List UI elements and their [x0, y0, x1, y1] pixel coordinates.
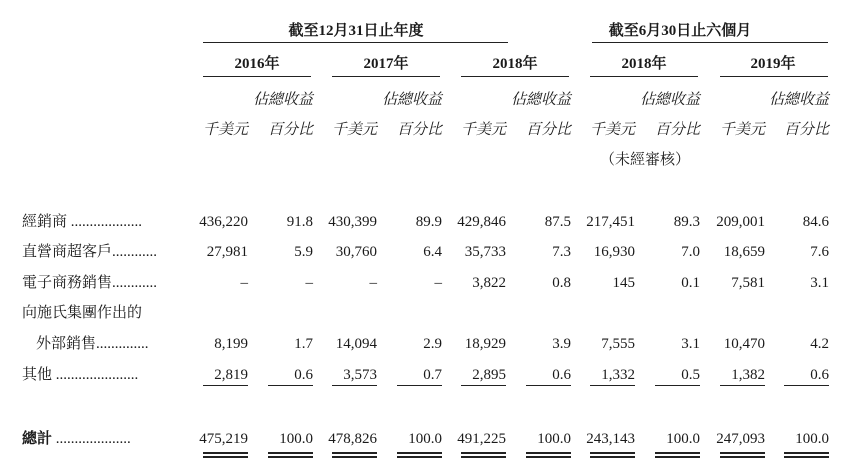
- year-rule-1: [203, 76, 311, 77]
- cell-value: 30,760: [335, 244, 377, 260]
- total-value: 100.0: [408, 431, 442, 447]
- subtotal-rule: [461, 385, 506, 386]
- total-value: 247,093: [716, 431, 765, 447]
- cell-value: –: [240, 275, 248, 291]
- cell-value: 35,733: [464, 244, 506, 260]
- cell-value: –: [369, 275, 377, 291]
- cell-value: 89.9: [415, 214, 442, 230]
- year-header-5: 2019年: [750, 56, 796, 72]
- cell-value: 18,659: [723, 244, 765, 260]
- year-header-2: 2017年: [363, 56, 409, 72]
- total-double-rule: [397, 452, 442, 458]
- pct-header-4: 百分比: [654, 122, 700, 138]
- cell-value: 1,332: [601, 367, 635, 383]
- cell-value: 2,819: [214, 367, 248, 383]
- total-double-rule: [526, 452, 571, 458]
- total-value: 100.0: [795, 431, 829, 447]
- unit-header-1: 千美元: [202, 122, 248, 138]
- year-rule-2: [332, 76, 440, 77]
- cell-value: 18,929: [464, 336, 506, 352]
- total-label: 總計 ....................: [22, 431, 131, 447]
- total-value: 475,219: [199, 431, 248, 447]
- year-header-4: 2018年: [621, 56, 667, 72]
- unaudited-note: （未經審核）: [599, 152, 691, 168]
- year-rule-5: [720, 76, 828, 77]
- total-double-rule: [461, 452, 506, 458]
- year-rule-3: [461, 76, 569, 77]
- cell-value: 0.8: [552, 275, 571, 291]
- cell-value: 1.7: [294, 336, 313, 352]
- subtotal-rule: [332, 385, 377, 386]
- pct-header-top-4: 佔總收益: [639, 92, 700, 108]
- cell-value: 7.3: [552, 244, 571, 260]
- cell-value: 0.5: [681, 367, 700, 383]
- cell-value: 7,555: [601, 336, 635, 352]
- pct-header-top-2: 佔總收益: [381, 92, 442, 108]
- total-double-rule: [590, 452, 635, 458]
- pct-header-top-1: 佔總收益: [252, 92, 313, 108]
- pct-header-5: 百分比: [783, 122, 829, 138]
- subtotal-rule: [655, 385, 700, 386]
- total-value: 100.0: [537, 431, 571, 447]
- cell-value: 84.6: [802, 214, 829, 230]
- total-value: 100.0: [666, 431, 700, 447]
- cell-value: 3,822: [472, 275, 506, 291]
- cell-value: 3.1: [681, 336, 700, 352]
- cell-value: 2.9: [423, 336, 442, 352]
- total-double-rule: [720, 452, 765, 458]
- total-double-rule: [203, 452, 248, 458]
- cell-value: –: [434, 275, 442, 291]
- pct-header-2: 百分比: [396, 122, 442, 138]
- total-value: 243,143: [586, 431, 635, 447]
- pct-header-1: 百分比: [267, 122, 313, 138]
- cell-value: 6.4: [423, 244, 442, 260]
- cell-value: 217,451: [586, 214, 635, 230]
- cell-value: 16,930: [593, 244, 635, 260]
- total-value: 100.0: [279, 431, 313, 447]
- cell-value: 3.9: [552, 336, 571, 352]
- total-double-rule: [784, 452, 829, 458]
- cell-value: 14,094: [335, 336, 377, 352]
- year-rule-4: [590, 76, 698, 77]
- cell-value: 10,470: [723, 336, 765, 352]
- subtotal-rule: [203, 385, 248, 386]
- cell-value: 89.3: [673, 214, 700, 230]
- cell-value: 145: [612, 275, 635, 291]
- cell-value: 436,220: [199, 214, 248, 230]
- unit-header-4: 千美元: [589, 122, 635, 138]
- cell-value: 1,382: [731, 367, 765, 383]
- cell-value: 430,399: [328, 214, 377, 230]
- row-label: 經銷商 ...................: [22, 214, 143, 230]
- pct-header-top-3: 佔總收益: [510, 92, 571, 108]
- total-double-rule: [268, 452, 313, 458]
- row-label: 外部銷售..............: [36, 336, 149, 352]
- subtotal-rule: [397, 385, 442, 386]
- cell-value: 0.7: [423, 367, 442, 383]
- unit-header-2: 千美元: [331, 122, 377, 138]
- cell-value: 91.8: [286, 214, 313, 230]
- pct-header-top-5: 佔總收益: [768, 92, 829, 108]
- year-header-1: 2016年: [234, 56, 280, 72]
- subtotal-rule: [590, 385, 635, 386]
- cell-value: 7,581: [731, 275, 765, 291]
- cell-value: –: [305, 275, 313, 291]
- unit-header-5: 千美元: [719, 122, 765, 138]
- subtotal-rule: [784, 385, 829, 386]
- row-label: 電子商務銷售............: [22, 275, 158, 291]
- year-header-3: 2018年: [492, 56, 538, 72]
- cell-value: 0.6: [810, 367, 829, 383]
- row-label: 其他 ......................: [22, 367, 139, 383]
- cell-value: 3,573: [343, 367, 377, 383]
- group-header-half: 截至6月30日止六個月: [608, 23, 752, 39]
- cell-value: 209,001: [716, 214, 765, 230]
- group-header-year: 截至12月31日止年度: [288, 23, 424, 39]
- cell-value: 0.6: [294, 367, 313, 383]
- cell-value: 7.0: [681, 244, 700, 260]
- total-double-rule: [655, 452, 700, 458]
- cell-value: 5.9: [294, 244, 313, 260]
- cell-value: 2,895: [472, 367, 506, 383]
- cell-value: 0.1: [681, 275, 700, 291]
- cell-value: 87.5: [544, 214, 571, 230]
- unit-header-3: 千美元: [460, 122, 506, 138]
- pct-header-3: 百分比: [525, 122, 571, 138]
- cell-value: 3.1: [810, 275, 829, 291]
- cell-value: 27,981: [206, 244, 248, 260]
- total-value: 478,826: [328, 431, 377, 447]
- cell-value: 4.2: [810, 336, 829, 352]
- cell-value: 0.6: [552, 367, 571, 383]
- total-value: 491,225: [457, 431, 506, 447]
- subtotal-rule: [526, 385, 571, 386]
- group-rule-year: [203, 42, 508, 43]
- cell-value: 7.6: [810, 244, 829, 260]
- cell-value: 8,199: [214, 336, 248, 352]
- cell-value: 429,846: [457, 214, 506, 230]
- row-label: 直營商超客戶............: [22, 244, 158, 260]
- group-rule-half: [592, 42, 828, 43]
- total-double-rule: [332, 452, 377, 458]
- row-label: 向施氏集團作出的: [22, 305, 143, 321]
- subtotal-rule: [720, 385, 765, 386]
- subtotal-rule: [268, 385, 313, 386]
